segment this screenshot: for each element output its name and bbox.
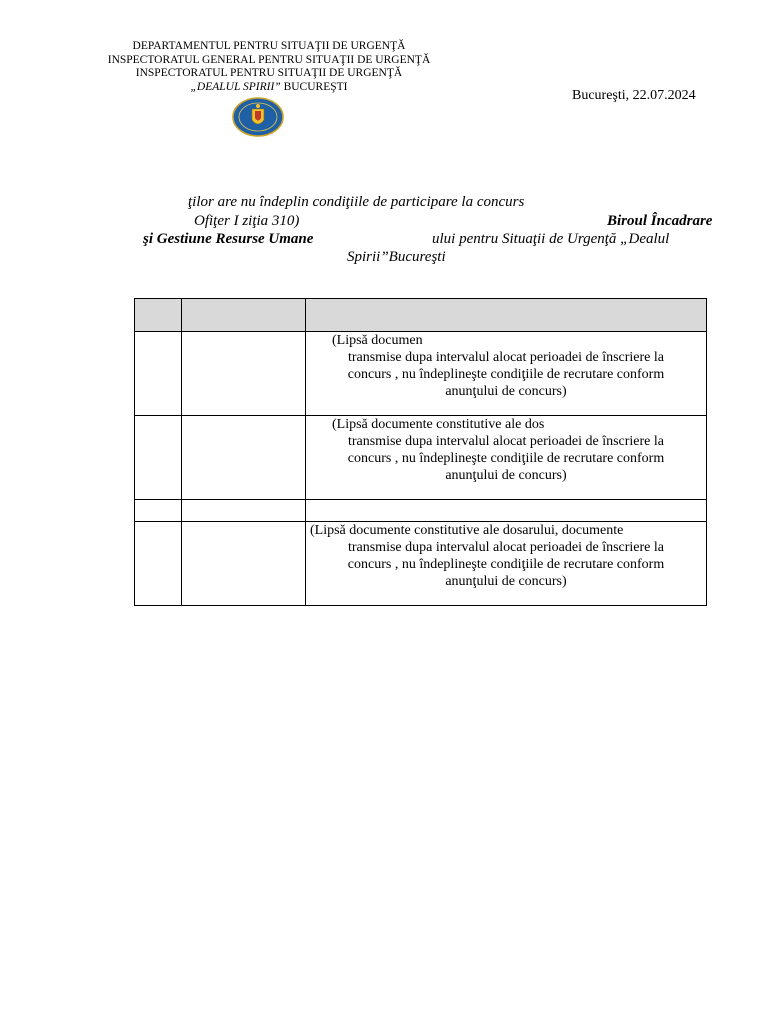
letterhead-line-4 xyxy=(60,81,478,95)
title-line-3-right: ului pentru Situaţii de Urgenţă „Dealul xyxy=(432,231,670,247)
row-name-cell xyxy=(182,522,306,606)
row-name-cell xyxy=(182,332,306,416)
letterhead-line-1: DEPARTAMENTUL PENTRU SITUAŢII DE URGENŢĂ xyxy=(132,40,406,52)
row-reason-cell xyxy=(306,416,707,500)
letterhead-city: BUCUREŞTI xyxy=(280,80,348,93)
row-reason-cell xyxy=(306,332,707,416)
row-number-cell xyxy=(135,500,182,522)
header-cell-number xyxy=(135,299,182,332)
table-row xyxy=(135,522,707,606)
title-line-3-left: şi Gestiune Resurse Umane xyxy=(143,231,314,247)
letterhead-line-2: INSPECTORATUL GENERAL PENTRU SITUAŢII DE URGENŢĂ xyxy=(107,53,431,66)
row-number-cell xyxy=(135,332,182,416)
header-cell-reason xyxy=(306,299,707,332)
title-line-4: Spirii”Bucureşti xyxy=(347,249,446,265)
reason-line: transmise dupa intervalul alocat perioadei de înscriere la xyxy=(347,434,665,449)
reason-line: (Lipsă documente constitutive ale dos xyxy=(332,417,545,432)
table-header-row xyxy=(135,299,707,332)
reason-line: transmise dupa intervalul alocat perioadei de înscriere la xyxy=(347,540,665,555)
reason-line: anunţului de concurs) xyxy=(445,574,567,589)
row-number-cell xyxy=(135,522,182,606)
reason-line: anunţului de concurs) xyxy=(445,468,567,483)
row-reason-cell xyxy=(306,522,707,606)
row-name-cell xyxy=(182,500,306,522)
row-name-cell xyxy=(182,416,306,500)
reason-line: (Lipsă documente constitutive ale dosarului, documente xyxy=(310,523,624,538)
letterhead-unit-name: „DEALUL SPIRII” xyxy=(190,80,281,93)
candidates-table xyxy=(134,298,707,606)
title-line-2-left: Ofiţer I ziţia 310) xyxy=(194,213,300,229)
row-number-cell xyxy=(135,416,182,500)
document-date: Bucureşti, 22.07.2024 xyxy=(572,88,696,103)
reason-line: concurs , nu îndeplineşte condiţiile de recrutare conform xyxy=(347,557,665,572)
reason-line: transmise dupa intervalul alocat perioadei de înscriere la xyxy=(347,350,665,365)
reason-line: (Lipsă documen xyxy=(332,333,423,348)
table-row xyxy=(135,332,707,416)
table-row xyxy=(135,500,707,522)
letterhead xyxy=(60,40,478,94)
title-line-1: ţilor are nu îndeplin condiţiile de participare la concurs xyxy=(188,194,525,210)
title-line-2-right: Biroul Încadrare xyxy=(607,213,713,229)
row-reason-cell xyxy=(306,500,707,522)
reason-line: concurs , nu îndeplineşte condiţiile de recrutare conform xyxy=(347,367,665,382)
reason-line: concurs , nu îndeplineşte condiţiile de recrutare conform xyxy=(347,451,665,466)
table-row xyxy=(135,416,707,500)
emblem-icon xyxy=(232,97,284,137)
letterhead-line-3: INSPECTORATUL PENTRU SITUAŢII DE URGENŢĂ xyxy=(135,67,403,79)
reason-line: anunţului de concurs) xyxy=(445,384,567,399)
header-cell-name xyxy=(182,299,306,332)
